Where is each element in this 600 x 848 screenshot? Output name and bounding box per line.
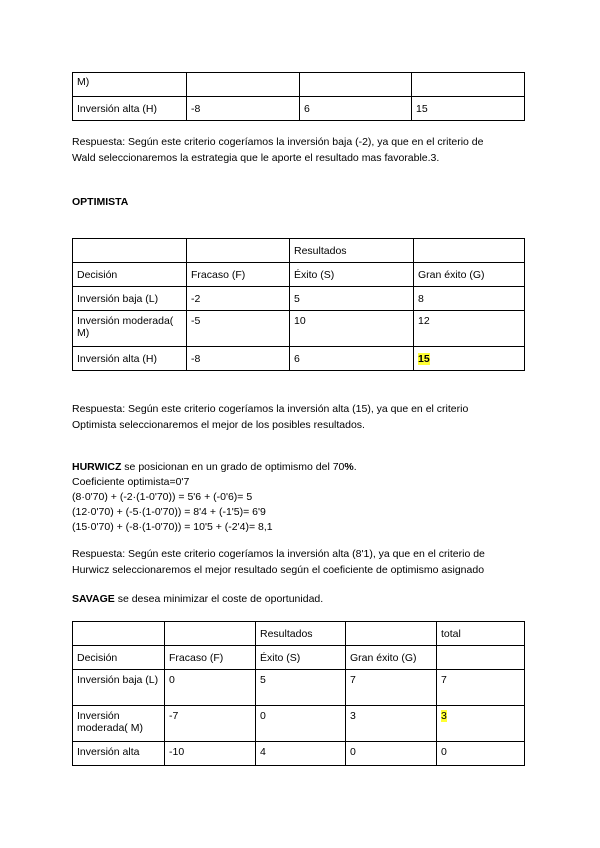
table-cell: 3 [346,706,437,742]
paragraph-line: Respuesta: Según este criterio cogeríamos la inversión baja (-2), ya que en el criterio de [72,136,484,148]
table-cell: 0 [437,742,525,766]
table-cell: -5 [187,311,290,347]
table-cell: -8 [187,347,290,371]
table-cell: Inversión alta [73,742,165,766]
paragraph-line: Respuesta: Según este criterio cogeríamos la inversión alta (8'1), ya que en el criterio de [72,548,485,560]
table-header-row [73,646,525,670]
table-cell: -10 [165,742,256,766]
col-header-gran-exito: Gran éxito (G) [414,263,525,287]
table-cell: 7 [437,670,525,706]
col-header-exito: Éxito (S) [290,263,414,287]
table-cell: -2 [187,287,290,311]
table-cell: 5 [290,287,414,311]
table-cell: Inversión moderada( M) [73,706,165,742]
table-cell: 8 [414,287,525,311]
formula-line: (12·0'70) + (-5·(1-0'70)) = 8'4 + (-1'5)= 6'9 [72,506,266,518]
table-header-row [73,239,525,263]
hurwicz-intro [72,461,542,474]
total-header: total [437,622,525,646]
wald-response [72,136,542,165]
hurwicz-intro-end: . [353,461,357,473]
highlighted-max-value: 15 [418,353,430,365]
table-cell: 5 [256,670,346,706]
col-header-decision: Decisión [73,263,187,287]
table-cell: Inversión alta (H) [73,347,187,371]
table-cell: Inversión alta (H) [73,97,187,121]
table-cell: 7 [346,670,437,706]
formula-line: (15·0'70) + (-8·(1-0'70)) = 10'5 + (-2'4)= 8,1 [72,521,273,533]
col-header-gran-exito: Gran éxito (G) [346,646,437,670]
table-cell [437,646,525,670]
table-cell [187,239,290,263]
col-header-fracaso: Fracaso (F) [165,646,256,670]
table-cell: 0 [165,670,256,706]
highlighted-min-total: 3 [441,710,447,722]
paragraph-line: Hurwicz seleccionaremos el mejor resultado según el coeficiente de optimismo asignado [72,564,485,576]
table-cell: 6 [300,97,412,121]
table-cell: -8 [187,97,300,121]
table-cell: Inversión baja (L) [73,670,165,706]
table-cell [346,622,437,646]
optimista-table [72,238,525,371]
results-group-header: Resultados [290,239,414,263]
hurwicz-section [72,461,542,534]
table-cell: 12 [414,311,525,347]
col-header-exito: Éxito (S) [256,646,346,670]
table-cell [73,239,187,263]
table-row [73,706,525,742]
table-cell: 0 [346,742,437,766]
table-cell [414,347,525,371]
table-row [73,311,525,347]
formula-line: Coeficiente optimista=0'7 [72,476,190,488]
optimista-heading: OPTIMISTA [72,196,129,208]
table-cell: 0 [256,706,346,742]
hurwicz-intro-text: se posicionan en un grado de optimismo del 70 [121,461,345,473]
optimista-response [72,403,542,432]
hurwicz-intro-percent: % [344,461,354,473]
table-row [73,287,525,311]
formula-line: (8·0'70) + (-2·(1-0'70)) = 5'6 + (-0'6)= 5 [72,491,253,503]
col-header-fracaso: Fracaso (F) [187,263,290,287]
table-cell [300,73,412,97]
paragraph-line: Optimista seleccionaremos el mejor de los posibles resultados. [72,419,365,431]
table-cell: Inversión moderada( M) [73,311,187,347]
table-cell [437,706,525,742]
table-cell: M) [73,73,187,97]
table-cell: 15 [412,97,525,121]
table-top-partial [72,72,525,121]
table-row [73,97,525,121]
paragraph-line: Wald seleccionaremos la estrategia que le aporte el resultado mas favorable.3. [72,152,440,164]
savage-heading: SAVAGE [72,593,115,605]
savage-intro-text: se desea minimizar el coste de oportunidad. [114,593,324,605]
results-group-header: Resultados [256,622,346,646]
paragraph-line: Respuesta: Según este criterio cogeríamos la inversión alta (15), ya que en el criterio [72,403,469,415]
hurwicz-response [72,548,542,577]
table-cell [414,239,525,263]
table-cell [73,622,165,646]
table-row [73,73,525,97]
savage-table [72,621,525,766]
table-cell: Inversión baja (L) [73,287,187,311]
table-cell: 6 [290,347,414,371]
table-row [73,347,525,371]
table-cell [187,73,300,97]
table-cell: 10 [290,311,414,347]
hurwicz-heading: HURWICZ [72,461,122,473]
table-cell [412,73,525,97]
table-header-row [73,622,525,646]
table-row [73,742,525,766]
table-cell: 4 [256,742,346,766]
table-cell [165,622,256,646]
table-cell: -7 [165,706,256,742]
savage-intro [72,593,542,606]
table-row [73,670,525,706]
table-header-row [73,263,525,287]
col-header-decision: Decisión [73,646,165,670]
